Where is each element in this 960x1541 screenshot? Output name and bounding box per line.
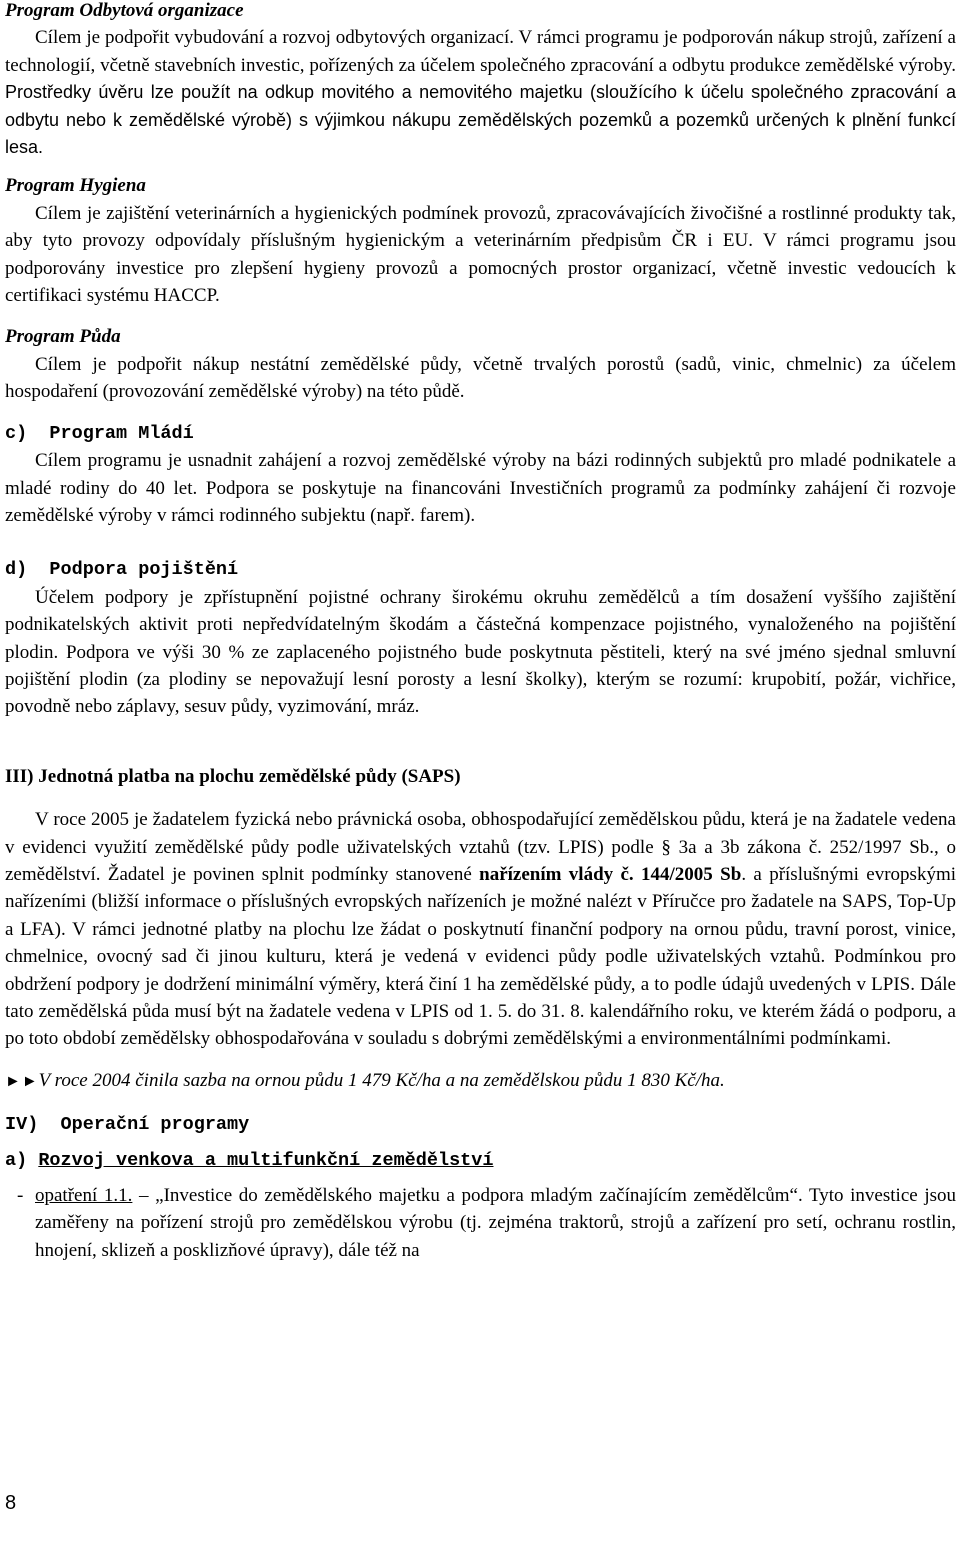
- paragraph-saps: [5, 806, 956, 1053]
- heading-podpora-pojisteni: d) Podpora pojištění: [5, 559, 239, 581]
- odbyt-text-serif: Cílem je podpořit vybudování a rozvoj odbytových organizací. V rámci programu je podporován nákup strojů, zařízení a technologií, včetně stavebních investic, pořízených za účelem společného zpracování a odbytu produkce zemědělské výroby.: [5, 27, 956, 76]
- saps-text-1: V roce 2005 je žadatelem fyzická nebo právnická osoba, obhospodařující zemědělskou půdu, která je na žadatele vedena v evidenci využití zemědělské půdy podle uživatelských vztahů (tzv. LPIS) podle § 3a a 3b zákona č. 252/1997 Sb., o zemědělství. Žadatel je povinen splnit podmínky stanovené: [5, 809, 956, 885]
- list-dash: -: [17, 1185, 24, 1207]
- odbyt-text-sans: Prostředky úvěru lze použít na odkup movitého a nemovitého majetku (sloužícího k účelu společného zpracování a odbytu nebo k zemědělské výrobě) s výjimkou nákupu zemědělských pozemků a pozemků určených k plnění funkcí lesa.: [5, 82, 956, 158]
- heading-saps: III) Jednotná platba na plochu zemědělské půdy (SAPS): [5, 765, 461, 787]
- paragraph-hygiena: Cílem je zajištění veterinárních a hygienických podmínek provozů, zpracovávajících živočišné a rostlinné produkty tak, aby tyto provozy odpovídaly příslušným hygienickým a veterinárním předpisům ČR i EU. V rámci programu jsou podporovány investice pro zlepšení hygieny provozů a pomocných prostor organizací, včetně investic vedoucích k certifikaci systému HACCP.: [5, 202, 956, 307]
- opatreni-text: – „Investice do zemědělského majetku a podpora mladým začínajícím zemědělcům“. Tyto investice jsou zaměřeny na pořízení strojů pro zemědělskou výrobu (tj. zejména traktorů, strojů a zařízení pro setí, ochranu rostlin, hnojení, sklizeň a posklizňové úpravy), dále též na: [35, 1185, 956, 1261]
- saps-text-2: . a příslušnými evropskými nařízeními (bližší informace o příslušných evropských nařízeních je možné nalézt v Příručce pro žadatele na SAPS, Top-Up a LFA). V rámci jednotné platby na plochu lze žádat o poskytnutí finanční podpory na ornou půdu, travní porost, vinice, chmelnice, ovocný sad či jinou kulturu, která je vedená v evidenci půdy podle uživatelských vztahů. Podmínkou pro obdržení podpory je dodržení minimální výměry, která činí 1 ha zemědělské půdy, a to podle údajů uvedených v LPIS. Dále tato zemědělská půda musí být na žadatele vedena v LPIS od 1. 5. do 31. 8. kalendářního roku, ve kterém žádá o podporu, a po toto období zemědělsky obhospodařována v souladu s dobrými zemědělskými a environmentálními podmínkami.: [5, 863, 956, 1050]
- opatreni-link[interactable]: opatření 1.1.: [35, 1185, 133, 1207]
- subheading-prefix: a): [5, 1149, 39, 1171]
- heading-operacni-programy: IV) Operační programy: [5, 1114, 250, 1136]
- subheading-title: Rozvoj venkova a multifunkční zemědělství: [38, 1149, 494, 1171]
- paragraph-program-mladi: Cílem programu je usnadnit zahájení a rozvoj zemědělské výroby na bázi rodinných subjektů pro mladé podnikatele a mladé rodiny do 40 let. Podpora se poskytuje na financováni Investičních programů za podmínky zahájení či rozvoje zemědělské výroby v rámci rodinného subjektu (např. farem).: [5, 450, 956, 526]
- paragraph-odbytova-organizace: [5, 24, 956, 161]
- subheading-rozvoj-venkova: [5, 1147, 956, 1174]
- heading-odbytova-organizace: Program Odbytová organizace: [5, 0, 244, 21]
- saps-text-bold: nařízením vlády č. 144/2005 Sb: [479, 863, 742, 885]
- note-text: V roce 2004 činila sazba na ornou půdu 1 479 Kč/ha a na zemědělskou půdu 1 830 Kč/ha.: [38, 1069, 725, 1091]
- page-number: 8: [5, 1492, 17, 1514]
- paragraph-puda: Cílem je podpořit nákup nestátní zemědělské půdy, včetně trvalých porostů (sadů, vinic, chmelnic) za účelem hospodaření (provozování zemědělské výroby) na této půdě.: [5, 353, 956, 403]
- paragraph-podpora-pojisteni: Účelem podpory je zpřístupnění pojistné ochrany širokému okruhu zemědělců a tím dosažení vyššího zajištění podnikatelských aktivit proti nepředvídatelným škodám a částečná kompenzace pojistného, vynaloženého na pojištění plodin. Podpora ve výši 30 % ze zaplaceného pojistného bude poskytnuta pěstiteli, který na své jméno sjednal smluvní pojištění plodin (za plodiny se nepovažují lesní porosty a lesní školky), kterým se rozumí: krupobití, požár, vichřice, povodně nebo záplavy, sesuv půdy, vyzimování, mráz.: [5, 586, 956, 718]
- heading-hygiena: Program Hygiena: [5, 175, 146, 197]
- document-page: [5, 0, 956, 1264]
- arrow-right-icon: ►►: [5, 1072, 39, 1090]
- list-item-opatreni: [5, 1182, 956, 1264]
- heading-program-mladi: c) Program Mládí: [5, 422, 194, 444]
- note-2004-rate: [5, 1067, 956, 1095]
- heading-puda: Program Půda: [5, 326, 121, 348]
